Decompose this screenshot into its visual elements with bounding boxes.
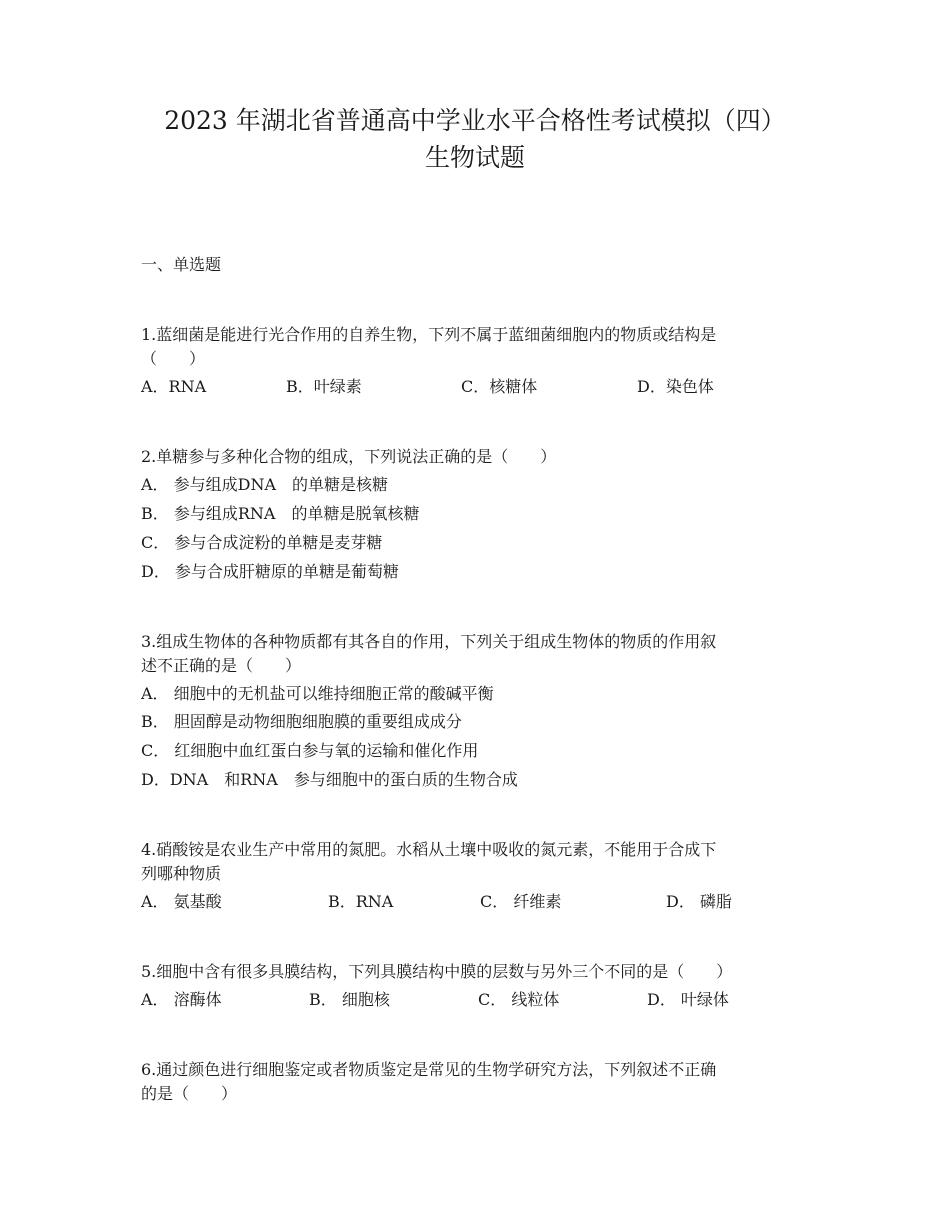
section-heading: 一、单选题 [141,255,222,274]
question-5-option-d[interactable]: D． 叶绿体 [647,990,729,1009]
question-1-option-d[interactable]: D．染色体 [637,377,714,396]
question-4-option-b[interactable]: B．RNA [328,892,394,911]
question-5-option-b[interactable]: B． 细胞核 [309,990,390,1009]
question-3-option-b[interactable]: B． 胆固醇是动物细胞细胞膜的重要组成成分 [141,712,462,731]
question-3-option-a[interactable]: A． 细胞中的无机盐可以维持细胞正常的酸碱平衡 [141,684,494,703]
question-5-option-a[interactable]: A． 溶酶体 [141,990,222,1009]
page-title: 2023 年湖北省普通高中学业水平合格性考试模拟（四） [164,106,786,135]
question-3-stem-line-2: 述不正确的是（ ） [141,656,302,675]
question-3-option-c[interactable]: C． 红细胞中血红蛋白参与氧的运输和催化作用 [141,741,479,760]
question-1-option-b[interactable]: B．叶绿素 [286,377,362,396]
question-6-stem-line-2: 的是（ ） [141,1084,238,1103]
question-4-options [141,891,841,913]
question-1-stem-line-1: 1.蓝细菌是能进行光合作用的自养生物，下列不属于蓝细菌细胞内的物质或结构是 [141,325,717,344]
question-1-option-c[interactable]: C．核糖体 [461,377,538,396]
page-subtitle: 生物试题 [424,143,525,172]
question-2-stem: 2.单糖参与多种化合物的组成，下列说法正确的是（ ） [141,447,557,466]
question-1-stem-line-2: （ ） [141,349,206,368]
question-2-option-a[interactable]: A． 参与组成DNA 的单糖是核糖 [141,475,389,494]
question-5-stem: 5.细胞中含有很多具膜结构，下列具膜结构中膜的层数与另外三个不同的是（ ） [141,962,733,981]
question-1-options [141,376,841,398]
question-3-stem-line-1: 3.组成生物体的各种物质都有其各自的作用，下列关于组成生物体的物质的作用叙 [141,632,717,651]
question-2-option-b[interactable]: B． 参与组成RNA 的单糖是脱氧核糖 [141,504,420,523]
question-5-options [141,989,841,1011]
question-1-option-a[interactable]: A．RNA [141,377,207,396]
question-4-option-d[interactable]: D． 磷脂 [666,892,732,911]
question-2-option-d[interactable]: D． 参与合成肝糖原的单糖是葡萄糖 [141,562,399,581]
question-5-option-c[interactable]: C． 线粒体 [478,990,560,1009]
question-3-option-d[interactable]: D．DNA 和RNA 参与细胞中的蛋白质的生物合成 [141,770,518,789]
question-4-option-a[interactable]: A． 氨基酸 [141,892,222,911]
question-4-option-c[interactable]: C． 纤维素 [480,892,562,911]
question-2-option-c[interactable]: C． 参与合成淀粉的单糖是麦芽糖 [141,533,383,552]
question-4-stem-line-2: 列哪种物质 [141,864,222,883]
question-6-stem-line-1: 6.通过颜色进行细胞鉴定或者物质鉴定是常见的生物学研究方法，下列叙述不正确 [141,1060,717,1079]
question-4-stem-line-1: 4.硝酸铵是农业生产中常用的氮肥。水稻从土壤中吸收的氮元素，不能用于合成下 [141,840,717,859]
